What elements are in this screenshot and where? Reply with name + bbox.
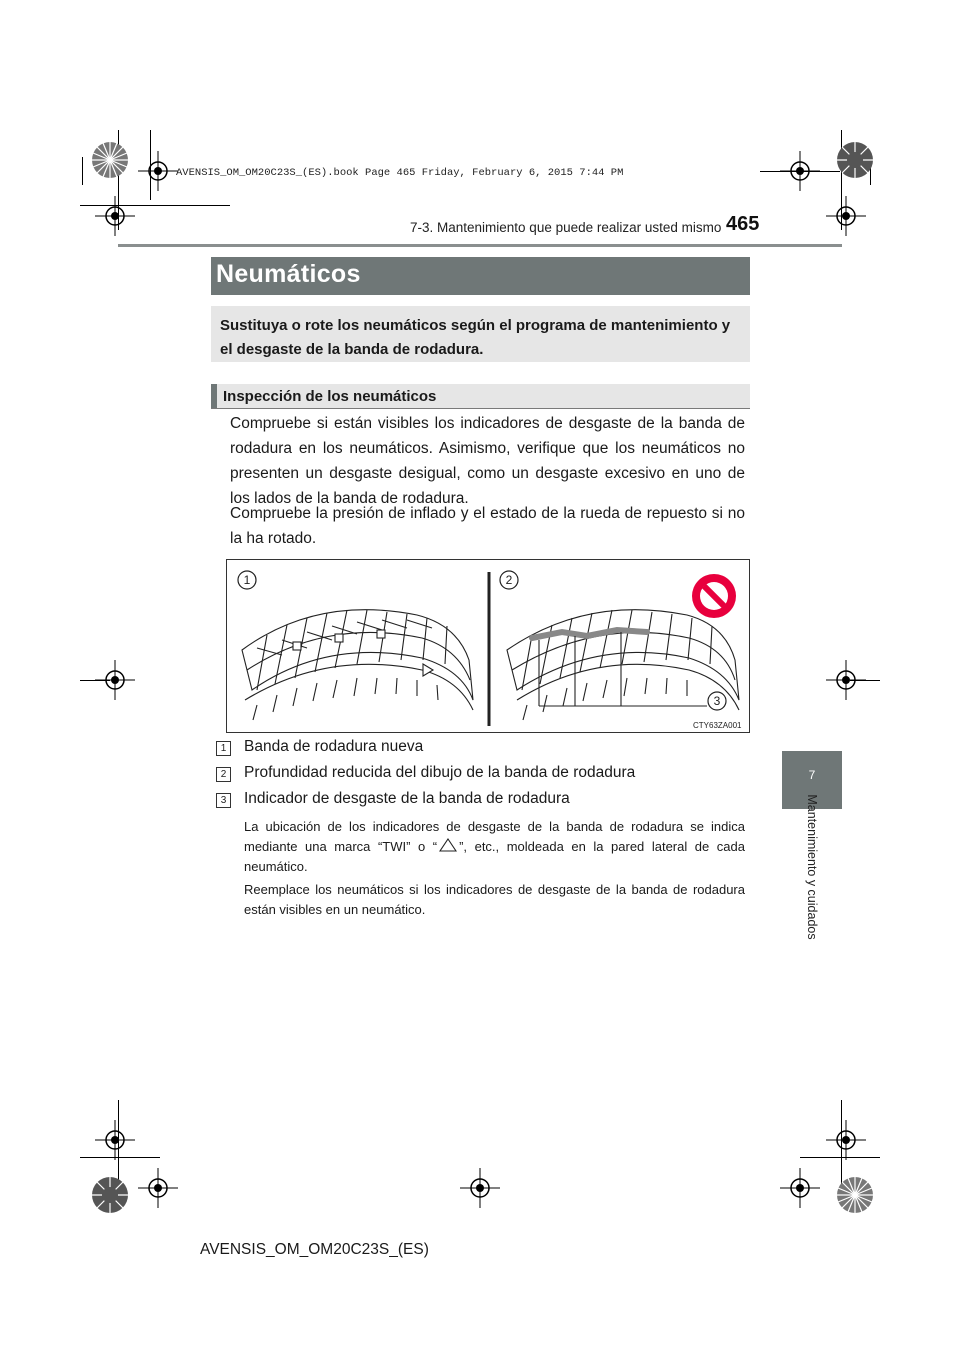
registration-mark-icon xyxy=(826,196,866,236)
subsection-rule xyxy=(211,408,750,409)
chapter-title: Mantenimiento y cuidados xyxy=(805,794,819,940)
paragraph-1: Compruebe si están visibles los indicadores de desgaste de la banda de rodadura en los neumáticos. Asimismo, verifique que los neumáticos no presenten un desgaste desigual, como un desgaste excesivo en uno de los lados de la banda de rodadura. xyxy=(230,415,745,507)
registration-mark-icon xyxy=(460,1168,500,1208)
tire-illustration xyxy=(227,560,749,732)
header-rule xyxy=(118,244,842,247)
legend-label-1: Banda de rodadura nueva xyxy=(244,738,424,755)
color-starburst-icon xyxy=(835,1175,875,1215)
legend-number-3: 3 xyxy=(216,793,231,808)
registration-mark-icon xyxy=(780,1168,820,1208)
triangle-mark-icon xyxy=(439,838,457,852)
legend-number-2: 2 xyxy=(216,767,231,782)
legend-label-3: Indicador de desgaste de la banda de rodadura xyxy=(244,790,570,807)
registration-mark-icon xyxy=(95,660,135,700)
section-header: 7-3. Mantenimiento que puede realizar usted mismo xyxy=(410,220,722,235)
color-starburst-icon xyxy=(90,140,130,180)
callout-label: 1 xyxy=(243,573,251,587)
page-number: 465 xyxy=(726,213,760,235)
prohibited-icon xyxy=(692,574,736,618)
legend-label-2: Profundidad reducida del dibujo de la banda de rodadura xyxy=(244,764,636,781)
paragraph-2: Compruebe la presión de inflado y el estado de la rueda de repuesto si no la ha rotado. xyxy=(230,505,745,547)
registration-mark-icon xyxy=(95,1120,135,1160)
new-tread-tire xyxy=(242,610,473,720)
intro-text: Sustituya o rote los neumáticos según el programa de mantenimiento y el desgaste de la banda de rodadura. xyxy=(220,317,731,358)
color-starburst-icon xyxy=(90,1175,130,1215)
tire-tread-figure xyxy=(226,559,750,733)
registration-mark-icon xyxy=(138,151,178,191)
subsection-title: Inspección de los neumáticos xyxy=(223,388,437,405)
page-title: Neumáticos xyxy=(216,260,361,288)
figure-code: CTY63ZA001 xyxy=(693,721,742,730)
note-2: Reemplace los neumáticos si los indicadores de desgaste de la banda de rodadura están visibles en un neumático. xyxy=(244,882,745,917)
document-footer: AVENSIS_OM_OM20C23S_(ES) xyxy=(200,1241,429,1258)
legend-number-1: 1 xyxy=(216,741,231,756)
note-1 xyxy=(244,817,745,877)
book-info-line: AVENSIS_OM_OM20C23S_(ES).book Page 465 Friday, February 6, 2015 7:44 PM xyxy=(176,167,624,179)
callout-label: 2 xyxy=(505,573,513,587)
registration-mark-icon xyxy=(826,1120,866,1160)
registration-mark-icon xyxy=(826,660,866,700)
subsection-accent xyxy=(211,384,217,408)
note-1-text-after: ”, etc., moldeada en la pared lateral de cada neumático. xyxy=(244,839,745,874)
registration-mark-icon xyxy=(138,1168,178,1208)
note-1-text-before: La ubicación de los indicadores de desgaste de la banda de rodadura se indica mediante una marca “TWI” o “ xyxy=(244,819,745,854)
callout-label: 3 xyxy=(713,694,721,708)
chapter-number: 7 xyxy=(808,768,816,782)
crop-line xyxy=(82,157,83,185)
registration-mark-icon xyxy=(780,151,820,191)
worn-tread-tire xyxy=(507,610,739,720)
color-starburst-icon xyxy=(835,140,875,180)
registration-mark-icon xyxy=(95,196,135,236)
